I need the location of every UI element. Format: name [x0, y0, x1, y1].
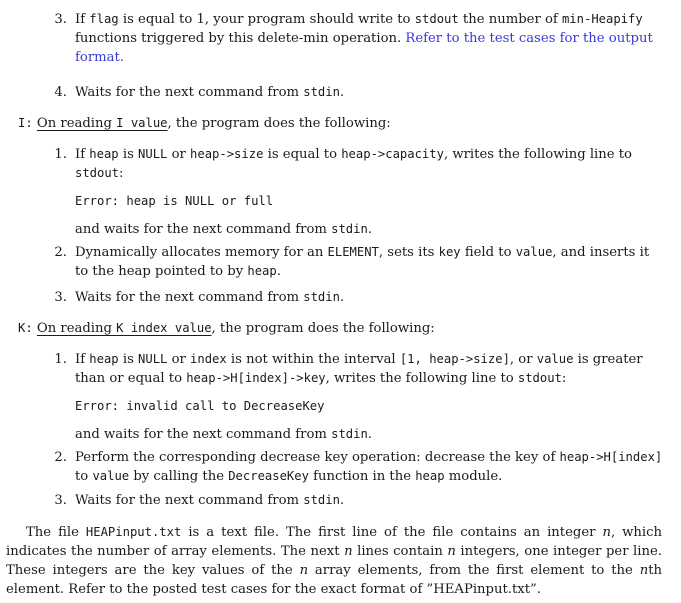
list-item-i2: Dynamically allocates memory for an ELEMENT, sets its key field to value, and inserts it to the heap pointed to by heap.	[75, 245, 650, 279]
code-min-heapify: min-Heapify	[561, 12, 643, 26]
wait-line: and waits for the next command from stdin.	[75, 427, 372, 442]
command-syntax: I value	[116, 116, 168, 130]
test-cases-link[interactable]: Refer to the test cases for the output format.	[75, 31, 653, 65]
error-message-code: Error: invalid call to DecreaseKey	[75, 399, 325, 413]
list-item-flag: If flag is equal to 1, your program should write to stdout the number of min-Heapify functions triggered by this delete-min operation. Refer to the test cases for the output format.	[75, 12, 653, 65]
list-number: 2.	[54, 450, 67, 465]
command-label: I:	[18, 116, 33, 130]
list-number: 3.	[54, 290, 67, 305]
command-label: K:	[18, 321, 33, 335]
list-item-wait: Waits for the next command from stdin.	[75, 85, 345, 100]
list-number: 1.	[54, 147, 67, 162]
list-item-k1: If heap is NULL or index is not within the interval [1, heap->size], or value is greater than or equal to heap->H[index]->key, writes the following line to stdout:	[75, 352, 643, 386]
file-format-paragraph: The file HEAPinput.txt is a text file. The first line of the file contains an integer n, which indicates the number of array elements. The next n lines contain n integers, one integer per line. These integers are the key values of the n array elements, from the first element to the nth element. Refer to the posted test cases for the exact format of ”HEAPinput.txt”.	[6, 525, 663, 597]
list-number: 2.	[54, 245, 67, 260]
list-number: 3.	[54, 12, 67, 27]
command-syntax: K index value	[116, 321, 212, 335]
list-item-i3: Waits for the next command from stdin.	[75, 290, 345, 305]
error-message-code: Error: heap is NULL or full	[75, 194, 274, 208]
section-i-header: I: On reading I value, the program does the following:	[18, 116, 391, 131]
list-number: 3.	[54, 493, 67, 508]
code-stdin: stdin	[303, 85, 340, 99]
code-filename: HEAPinput.txt	[85, 525, 182, 539]
code-flag: flag	[89, 12, 119, 26]
list-item-k2: Perform the corresponding decrease key operation: decrease the key of heap->H[index] to value by calling the DecreaseKey function in the heap module.	[75, 450, 663, 484]
code-stdout: stdout	[414, 12, 459, 26]
list-item-k3: Waits for the next command from stdin.	[75, 493, 345, 508]
wait-line: and waits for the next command from stdin.	[75, 222, 372, 237]
list-number: 4.	[54, 85, 67, 100]
list-item-i1: If heap is NULL or heap->size is equal to heap->capacity, writes the following line to stdout:	[75, 147, 632, 181]
section-k-header: K: On reading K index value, the program does the following:	[18, 321, 435, 336]
list-number: 1.	[54, 352, 67, 367]
